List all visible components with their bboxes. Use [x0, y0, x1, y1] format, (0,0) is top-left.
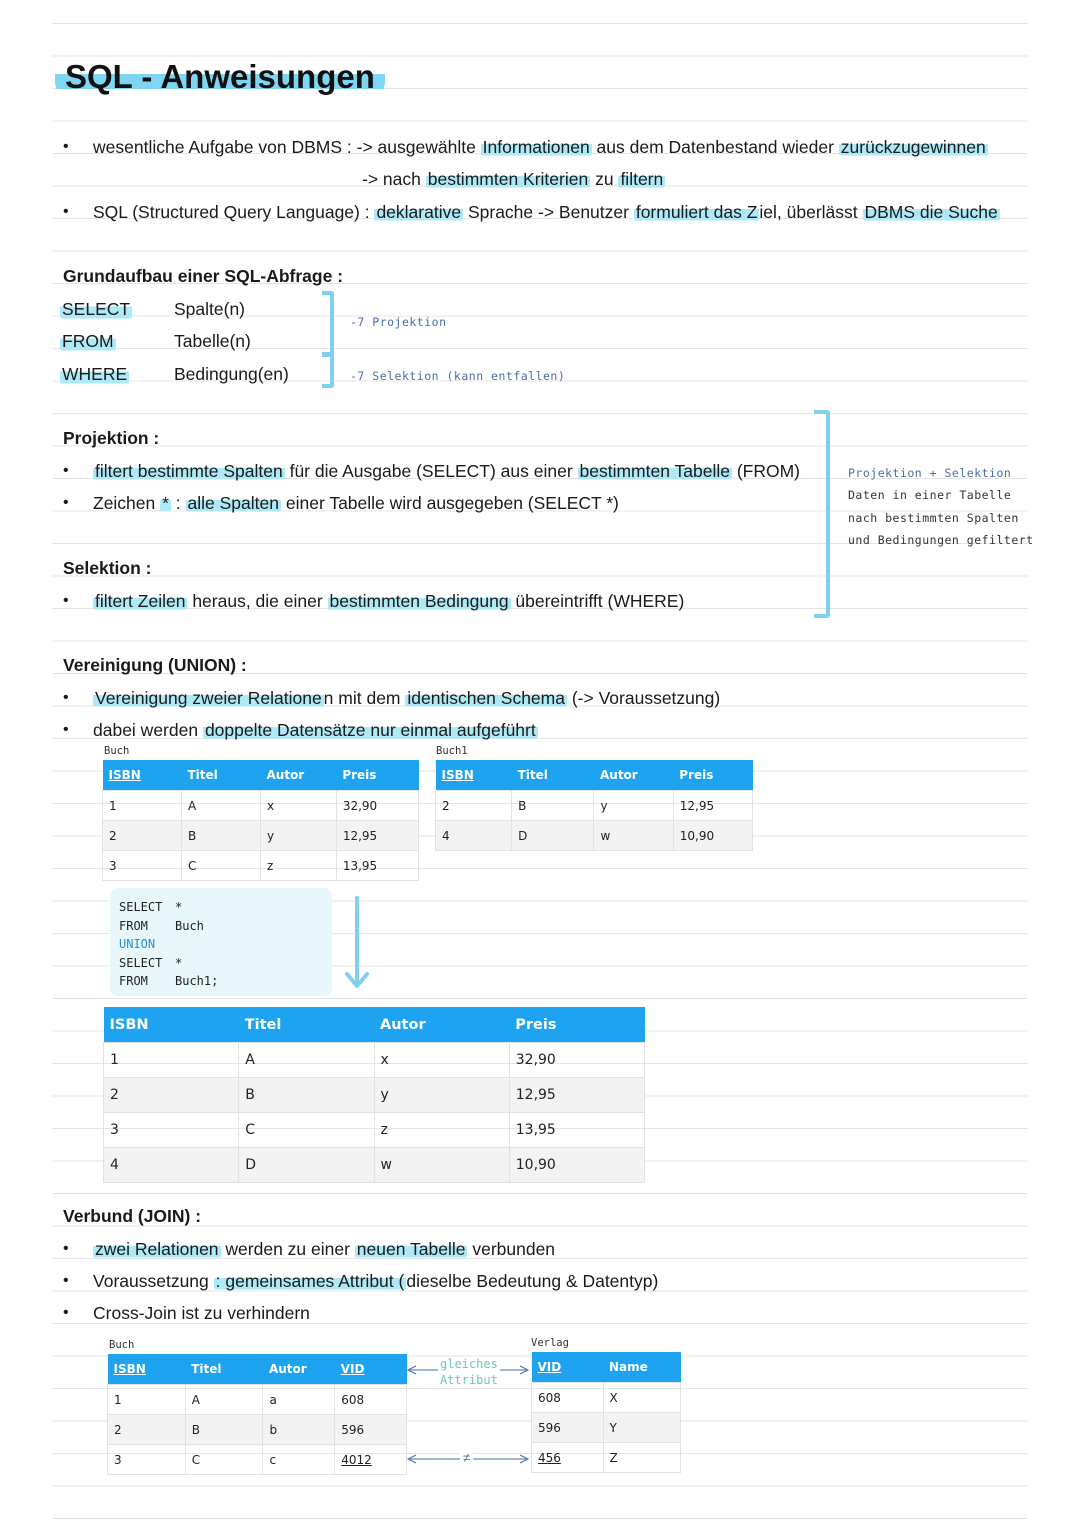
column-header	[512, 760, 594, 791]
column-header	[108, 1354, 186, 1385]
table-cell-value: 12,95	[515, 1087, 556, 1103]
column-header	[374, 1007, 509, 1043]
table-cell-value: b	[269, 1422, 278, 1437]
table-cell-value: 32,90	[342, 798, 378, 813]
text-segment: werden zu einer	[220, 1239, 355, 1259]
table-cell-value: w	[380, 1157, 392, 1173]
arrow-down-icon	[342, 896, 372, 992]
bullet-dot: •	[63, 721, 69, 738]
join-table-verlag	[531, 1352, 681, 1473]
highlight: filtern	[620, 169, 664, 189]
bullet-dot: •	[63, 689, 69, 706]
column-header-label: ISBN	[113, 1362, 146, 1376]
table-cell-value: 2	[114, 1422, 122, 1437]
text-segment: für die Ausgabe (SELECT) aus einer	[284, 461, 578, 481]
table-cell-value: X	[609, 1390, 618, 1405]
table-row	[104, 1148, 645, 1183]
table-cell-value: 13,95	[342, 858, 378, 873]
table-cell	[603, 1413, 680, 1443]
table-row	[108, 1385, 407, 1415]
from-value: Tabelle(n)	[174, 331, 251, 351]
highlight: bestimmten Bedingung	[329, 591, 509, 611]
table-header-row	[436, 760, 753, 791]
highlight: filtert Zeilen	[95, 591, 186, 611]
table-cell	[336, 791, 418, 821]
side-note-line-3: nach bestimmten Spalten	[848, 511, 1019, 525]
column-header	[261, 760, 337, 791]
table-cell-value: B	[188, 828, 197, 843]
text-segment: übereintrifft (WHERE)	[510, 591, 685, 611]
column-header	[239, 1007, 374, 1043]
code-keyword: FROM	[119, 974, 148, 988]
table-row	[103, 851, 419, 881]
table-row	[104, 1043, 645, 1078]
table-row	[532, 1443, 681, 1473]
table-cell-value: B	[245, 1087, 255, 1103]
table-cell	[103, 791, 182, 821]
union-sql-code	[110, 888, 332, 996]
table-cell-value: 1	[110, 1052, 119, 1068]
code-line	[119, 917, 332, 936]
table-cell-value: B	[191, 1422, 200, 1437]
table-cell	[532, 1413, 604, 1443]
table-cell	[374, 1078, 509, 1113]
selektion-heading: Selektion :	[63, 558, 152, 578]
table-cell-value: y	[600, 798, 608, 813]
table-cell	[374, 1148, 509, 1183]
table-cell-value: 2	[109, 828, 117, 843]
projektion-bullet-2	[93, 493, 619, 514]
code-line	[119, 972, 332, 991]
code-keyword: UNION	[119, 937, 156, 951]
table-cell-value: 1	[114, 1392, 122, 1407]
table-header-row	[104, 1007, 645, 1043]
table-cell-value: Y	[609, 1420, 617, 1435]
text-segment: Zeichen	[93, 493, 161, 513]
union-bullet-2	[93, 720, 538, 741]
text-segment: :	[170, 493, 186, 513]
table-cell	[509, 1148, 644, 1183]
table-cell	[509, 1078, 644, 1113]
selektion-note: -7 Selektion (kann entfallen)	[350, 369, 566, 383]
code-keyword: SELECT	[119, 955, 163, 970]
table-cell	[108, 1415, 186, 1445]
table-cell	[263, 1445, 335, 1475]
union-table-buch	[102, 760, 419, 881]
table-cell-value: 10,90	[515, 1157, 556, 1173]
column-header-label: Titel	[187, 768, 218, 782]
bullet-dot: •	[63, 1304, 69, 1321]
union-table-buch1	[435, 760, 753, 851]
highlight: identischen Schema	[407, 688, 565, 708]
table-row	[108, 1445, 407, 1475]
table-cell	[104, 1043, 239, 1078]
bullet-dot: •	[63, 1240, 69, 1257]
bullet-dot: •	[63, 203, 69, 220]
table-cell-value: D	[245, 1157, 257, 1173]
table-label-verlag: Verlag	[531, 1337, 569, 1349]
text-segment: wesentliche Aufgabe von DBMS : -> ausgewählte	[93, 137, 481, 157]
table-cell	[436, 791, 512, 821]
table-cell	[239, 1148, 374, 1183]
highlight: : gemeinsames Attribut (	[215, 1271, 405, 1291]
join-table-buch	[107, 1354, 407, 1475]
union-result-table	[103, 1007, 645, 1183]
column-header-label: ISBN	[441, 768, 474, 782]
table-cell-value: Z	[609, 1450, 618, 1465]
table-cell	[261, 821, 337, 851]
table-cell	[336, 851, 418, 881]
table-cell-value: z	[267, 858, 274, 873]
table-cell	[182, 791, 261, 821]
text-segment: n mit dem	[323, 688, 406, 708]
table-cell-value: 12,95	[679, 798, 715, 813]
table-cell	[104, 1148, 239, 1183]
join-bullet-3: Cross-Join ist zu verhindern	[93, 1303, 310, 1323]
column-header-label: Autor	[599, 768, 638, 782]
side-note-line-4: und Bedingungen gefiltert	[848, 533, 1034, 547]
bullet-dot: •	[63, 592, 69, 609]
highlight: filtert bestimmte Spalten	[95, 461, 283, 481]
column-header-label: Autor	[380, 1016, 426, 1033]
union-bullet-1	[93, 688, 720, 709]
table-row	[436, 821, 753, 851]
table-cell	[261, 791, 337, 821]
text-segment: heraus, die einer	[187, 591, 328, 611]
column-header-label: Titel	[517, 768, 548, 782]
text-segment: SQL (Structured Query Language) :	[93, 202, 375, 222]
highlight: bestimmten Tabelle	[579, 461, 730, 481]
code-value: Buch1;	[175, 974, 219, 988]
column-header	[673, 760, 752, 791]
table-label-buch: Buch	[109, 1339, 135, 1351]
column-header	[335, 1354, 407, 1385]
text-segment: -> nach	[362, 169, 426, 189]
table-cell	[673, 791, 752, 821]
column-header-label: Name	[609, 1360, 648, 1374]
table-cell	[436, 821, 512, 851]
text-segment: zu	[590, 169, 619, 189]
table-cell	[263, 1385, 335, 1415]
table-cell-value: 608	[341, 1392, 365, 1407]
join-bullet-2	[93, 1271, 658, 1292]
column-header-label: Autor	[266, 768, 305, 782]
page-title: SQL - Anweisungen	[55, 58, 385, 96]
table-cell-value: 596	[341, 1422, 365, 1437]
table-cell-value: x	[267, 798, 275, 813]
column-header-label: Autor	[268, 1362, 307, 1376]
table-cell	[185, 1385, 263, 1415]
text-segment: Voraussetzung	[93, 1271, 214, 1291]
table-row	[532, 1383, 681, 1413]
where-value: Bedingung(en)	[174, 364, 289, 384]
code-line	[119, 935, 332, 954]
table-cell	[261, 851, 337, 881]
table-cell-value: B	[518, 798, 527, 813]
table-row	[104, 1113, 645, 1148]
table-cell	[263, 1415, 335, 1445]
intro-line-2	[362, 169, 665, 190]
table-cell	[239, 1043, 374, 1078]
table-cell	[336, 821, 418, 851]
table-cell-value: 4012	[341, 1452, 372, 1467]
table-cell-value: 3	[110, 1122, 119, 1138]
column-header	[103, 760, 182, 791]
projektion-heading: Projektion :	[63, 428, 160, 448]
not-equal-sign: ≠	[460, 1450, 473, 1465]
side-note-line-2: Daten in einer Tabelle	[848, 488, 1012, 502]
code-value: Buch	[175, 918, 204, 933]
table-cell-value: w	[600, 828, 611, 843]
table-cell-value: c	[269, 1452, 277, 1467]
table-cell-value: 12,95	[342, 828, 378, 843]
table-label-buch1: Buch1	[436, 745, 468, 757]
table-cell	[104, 1078, 239, 1113]
table-cell	[239, 1078, 374, 1113]
table-cell	[594, 791, 673, 821]
text-segment: dabei werden	[93, 720, 203, 740]
table-cell	[512, 791, 594, 821]
table-cell	[374, 1043, 509, 1078]
table-cell-value: C	[245, 1122, 256, 1138]
table-cell-value: 456	[538, 1450, 561, 1465]
column-header	[263, 1354, 335, 1385]
table-cell	[108, 1385, 186, 1415]
table-cell	[182, 851, 261, 881]
text-segment: (-> Voraussetzung)	[566, 688, 721, 708]
table-cell	[103, 821, 182, 851]
table-cell-value: y	[267, 828, 275, 843]
column-header-label: Preis	[515, 1016, 557, 1033]
highlight: *	[162, 493, 169, 513]
grundaufbau-heading: Grundaufbau einer SQL-Abfrage :	[63, 266, 344, 286]
selektion-bracket	[322, 352, 334, 388]
text-segment: Sprache -> Benutzer	[463, 202, 634, 222]
code-line	[119, 954, 332, 973]
column-header	[436, 760, 512, 791]
table-cell	[374, 1113, 509, 1148]
selektion-bullet-1	[93, 591, 684, 612]
text-segment: dieselbe Bedeutung & Datentyp)	[406, 1271, 659, 1291]
highlight: zurückzugewinnen	[840, 137, 986, 157]
table-cell-value: y	[380, 1087, 389, 1103]
table-cell	[509, 1043, 644, 1078]
text-segment: aus dem Datenbestand wieder	[591, 137, 839, 157]
table-cell	[532, 1383, 604, 1413]
join-heading: Verbund (JOIN) :	[63, 1206, 202, 1226]
table-header-row	[108, 1354, 407, 1385]
table-cell-value: A	[188, 798, 197, 813]
column-header-label: Titel	[244, 1016, 282, 1033]
keyword-from: FROM	[62, 331, 114, 351]
code-value: *	[175, 900, 183, 914]
table-row	[104, 1078, 645, 1113]
table-cell-value: z	[380, 1122, 388, 1138]
table-cell	[185, 1415, 263, 1445]
table-cell	[673, 821, 752, 851]
table-cell	[108, 1445, 186, 1475]
arrow-label-gleiches: gleiches	[440, 1357, 498, 1371]
column-header-label: Preis	[342, 768, 377, 782]
table-cell-value: 4	[442, 828, 450, 843]
bullet-dot: •	[63, 138, 69, 155]
table-cell-value: 32,90	[515, 1052, 556, 1068]
highlight: bestimmten Kriterien	[427, 169, 589, 189]
table-cell-value: 608	[538, 1390, 561, 1405]
union-heading: Vereinigung (UNION) :	[63, 655, 247, 675]
table-cell	[594, 821, 673, 851]
side-note-line-1: Projektion + Selektion	[848, 466, 1012, 480]
keyword-where: WHERE	[62, 364, 128, 384]
projektion-bracket	[322, 291, 334, 357]
projektion-note: -7 Projektion	[350, 315, 447, 329]
arrow-label-attribut: Attribut	[440, 1373, 498, 1387]
table-cell-value: 2	[442, 798, 450, 813]
table-cell-value: 4	[110, 1157, 119, 1173]
table-cell-value: 10,90	[679, 828, 715, 843]
table-cell	[509, 1113, 644, 1148]
table-cell-value: C	[188, 858, 197, 873]
select-value: Spalte(n)	[174, 299, 246, 319]
table-row	[436, 791, 753, 821]
highlight: neuen Tabelle	[356, 1239, 466, 1259]
table-cell	[239, 1113, 374, 1148]
highlight: DBMS die Suche	[864, 202, 998, 222]
highlight: alle Spalten	[187, 493, 279, 513]
highlight: zwei Relationen	[95, 1239, 219, 1259]
highlight: deklarative	[376, 202, 462, 222]
column-header	[603, 1352, 680, 1383]
highlight: doppelte Datensätze nur einmal aufgeführt	[204, 720, 536, 740]
table-cell	[335, 1415, 407, 1445]
table-cell	[103, 851, 182, 881]
table-cell-value: A	[245, 1052, 255, 1068]
highlight: Vereinigung zweier Relatione	[95, 688, 322, 708]
table-cell-value: 2	[110, 1087, 119, 1103]
column-header-label: VID	[340, 1362, 365, 1376]
table-cell	[104, 1113, 239, 1148]
table-cell-value: x	[380, 1052, 389, 1068]
table-cell-value: 596	[538, 1420, 561, 1435]
table-row	[103, 821, 419, 851]
table-cell	[603, 1383, 680, 1413]
column-header-label: VID	[537, 1360, 562, 1374]
side-bracket	[814, 410, 830, 618]
code-value: *	[175, 955, 183, 970]
table-cell-value: 13,95	[515, 1122, 556, 1138]
table-cell-value: A	[191, 1392, 200, 1407]
table-cell	[182, 821, 261, 851]
column-header	[104, 1007, 239, 1043]
table-cell	[335, 1385, 407, 1415]
column-header-label: Titel	[191, 1362, 222, 1376]
intro-line-3	[93, 202, 1000, 223]
bullet-dot: •	[63, 1272, 69, 1289]
table-cell-value: 3	[114, 1452, 122, 1467]
column-header-label: ISBN	[109, 1016, 149, 1033]
table-header-row	[103, 760, 419, 791]
column-header	[532, 1352, 604, 1383]
table-cell	[512, 821, 594, 851]
table-header-row	[532, 1352, 681, 1383]
table-row	[108, 1415, 407, 1445]
table-cell	[185, 1445, 263, 1475]
bullet-dot: •	[63, 462, 69, 479]
table-row	[532, 1413, 681, 1443]
highlight: formuliert das Z	[635, 202, 758, 222]
column-header-label: ISBN	[108, 768, 141, 782]
keyword-select: SELECT	[62, 299, 131, 319]
table-cell-value: a	[269, 1392, 277, 1407]
column-header	[336, 760, 418, 791]
text-segment: einer Tabelle wird ausgegeben (SELECT *)	[281, 493, 619, 513]
table-cell	[335, 1445, 407, 1475]
projektion-bullet-1	[93, 461, 800, 482]
table-cell	[532, 1443, 604, 1473]
code-keyword: SELECT	[119, 900, 163, 914]
table-cell	[603, 1443, 680, 1473]
table-cell-value: 1	[109, 798, 117, 813]
bullet-dot: •	[63, 494, 69, 511]
column-header	[182, 760, 261, 791]
column-header-label: Preis	[679, 768, 714, 782]
text-segment: (FROM)	[731, 461, 801, 481]
table-cell-value: C	[191, 1452, 201, 1467]
code-line	[119, 898, 332, 917]
code-keyword: FROM	[119, 918, 148, 933]
join-bullet-1	[93, 1239, 555, 1260]
table-row	[103, 791, 419, 821]
column-header	[185, 1354, 263, 1385]
column-header	[594, 760, 673, 791]
table-label-buch: Buch	[104, 745, 130, 757]
column-header	[509, 1007, 644, 1043]
highlight: Informationen	[482, 137, 590, 157]
table-cell-value: D	[518, 828, 528, 843]
text-segment: verbunden	[467, 1239, 556, 1259]
text-segment: iel, überlässt	[759, 202, 863, 222]
table-cell-value: 3	[109, 858, 117, 873]
intro-line-1	[93, 137, 988, 158]
